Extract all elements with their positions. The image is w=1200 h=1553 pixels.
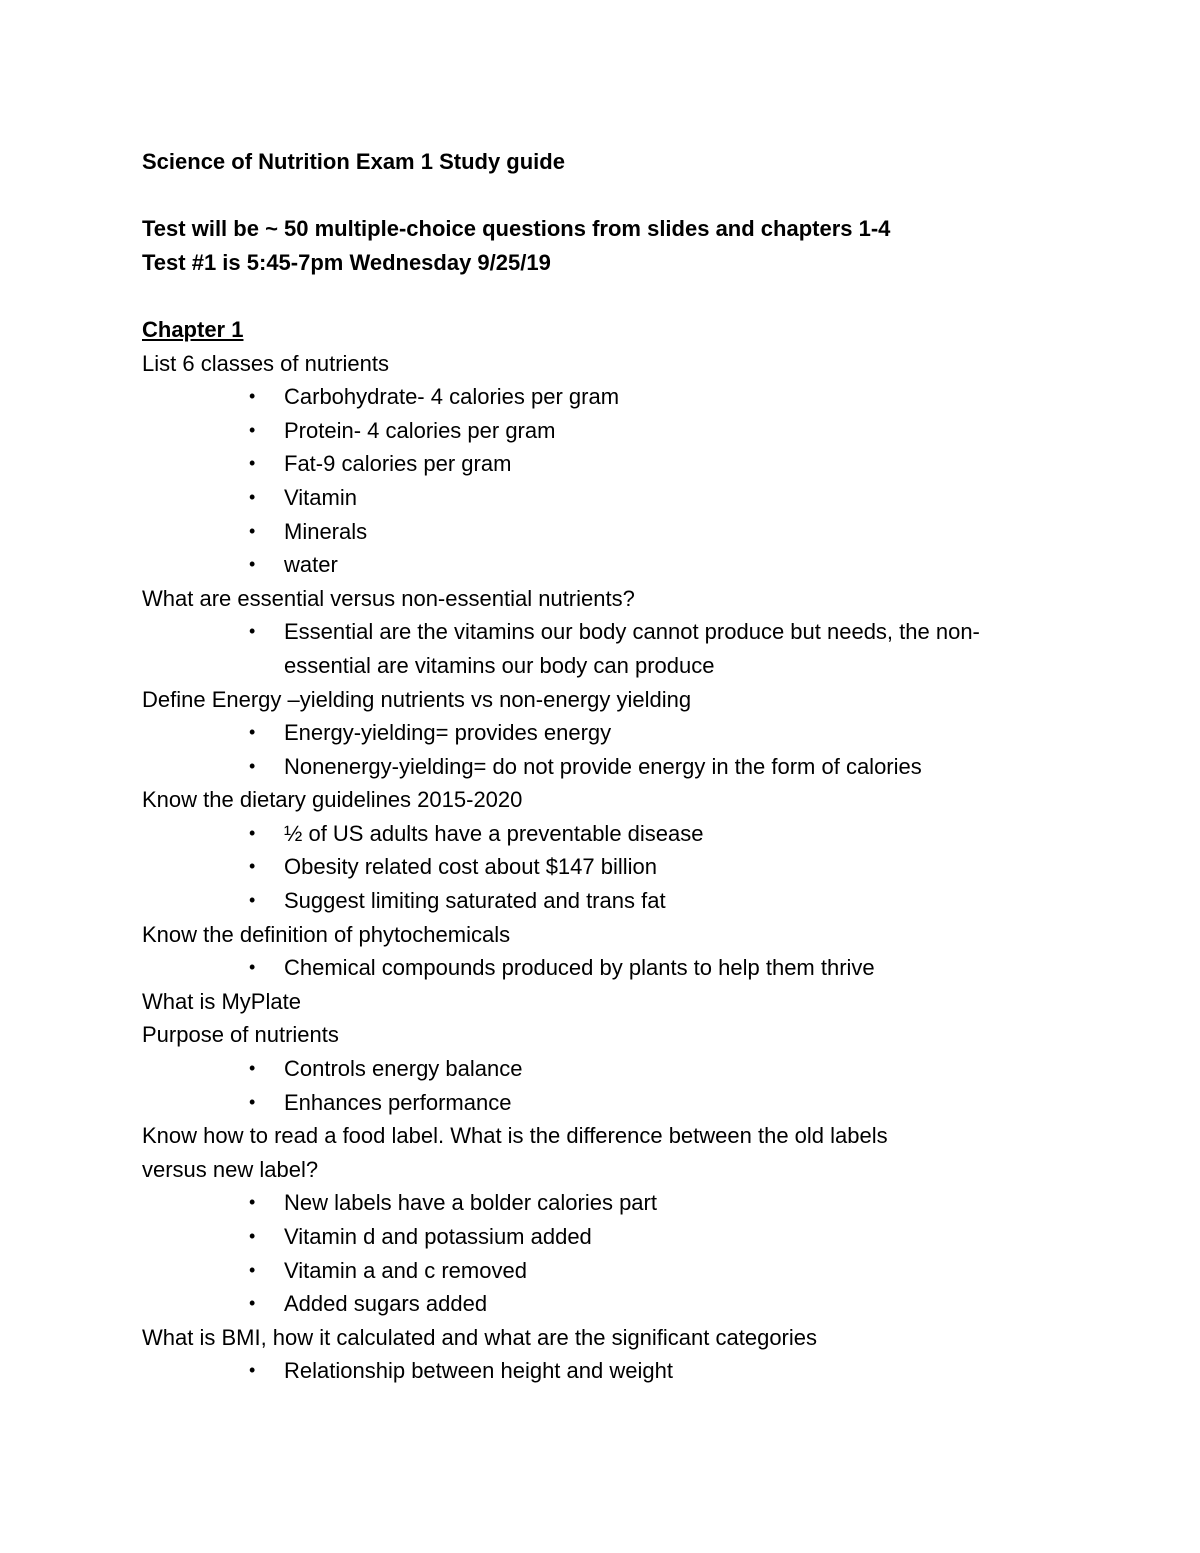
bullet-item (142, 716, 1080, 750)
bullet-icon: • (249, 419, 256, 440)
bullet-list (142, 1354, 1080, 1388)
bullet-icon: • (249, 957, 256, 978)
bullet-list (142, 1186, 1080, 1320)
bullet-icon: • (249, 1226, 256, 1246)
bullet-icon: • (249, 890, 256, 911)
bullet-icon: • (249, 554, 256, 575)
bullet-icon: • (249, 755, 256, 776)
bullet-text: Obesity related cost about $147 billion (284, 854, 658, 880)
bullet-item (142, 750, 1080, 784)
bullet-text: Fat-9 calories per gram (284, 451, 512, 477)
section-prompt: Know the dietary guidelines 2015-2020 (142, 787, 523, 813)
bullet-list (142, 615, 1080, 682)
bullet-item (142, 1354, 1080, 1388)
bullet-item (142, 1186, 1080, 1220)
bullet-item (142, 615, 1080, 682)
bullet-list (142, 951, 1080, 985)
section-prompt: Purpose of nutrients (142, 1022, 339, 1048)
bullet-text: water (284, 552, 338, 578)
test-info-line: Test will be ~ 50 multiple-choice questions from slides and chapters 1-4 (142, 216, 891, 242)
section-prompt: What is BMI, how it calculated and what are the significant categories (142, 1324, 818, 1350)
bullet-item (142, 951, 1080, 985)
bullet-icon: • (249, 722, 256, 743)
chapter-sections (142, 347, 1080, 1388)
bullet-icon: • (249, 822, 256, 843)
bullet-text: Minerals (284, 518, 368, 544)
bullet-icon: • (249, 1058, 256, 1079)
bullet-text: Enhances performance (284, 1089, 512, 1115)
bullet-text: Controls energy balance (284, 1056, 523, 1082)
bullet-icon: • (249, 1293, 256, 1314)
bullet-item (142, 447, 1080, 481)
bullet-item (142, 884, 1080, 918)
bullet-text: Nonenergy-yielding= do not provide energy in the form of calories (284, 753, 922, 779)
test-info-line: Test #1 is 5:45-7pm Wednesday 9/25/19 (142, 249, 551, 275)
bullet-item (142, 850, 1080, 884)
bullet-icon: • (249, 856, 256, 877)
bullet-item (142, 481, 1080, 515)
bullet-list (142, 716, 1080, 783)
bullet-text: Chemical compounds produced by plants to help them thrive (284, 955, 875, 981)
bullet-text: Relationship between height and weight (284, 1358, 673, 1384)
bullet-icon: • (249, 486, 256, 507)
bullet-icon: • (249, 453, 256, 474)
section-prompt: versus new label? (142, 1156, 319, 1182)
bullet-list (142, 380, 1080, 582)
spacer (142, 279, 1080, 313)
bullet-item (142, 1254, 1080, 1288)
section-prompt: What are essential versus non-essential nutrients? (142, 585, 635, 611)
bullet-icon: • (249, 1259, 256, 1280)
bullet-item (142, 414, 1080, 448)
bullet-icon: • (249, 520, 256, 541)
bullet-text: Protein- 4 calories per gram (284, 417, 556, 443)
bullet-text: Essential are the vitamins our body cannot produce but needs, the non-essential are vitamins our body can produce (284, 619, 980, 678)
bullet-list (142, 817, 1080, 918)
bullet-item (142, 515, 1080, 549)
bullet-list (142, 1052, 1080, 1119)
bullet-text: Vitamin (284, 484, 357, 510)
bullet-text: Suggest limiting saturated and trans fat (284, 888, 666, 914)
bullet-item (142, 380, 1080, 414)
bullet-item (142, 1086, 1080, 1120)
section-prompt: Define Energy –yielding nutrients vs non-energy yielding (142, 686, 692, 712)
spacer (142, 179, 1080, 213)
document-title: Science of Nutrition Exam 1 Study guide (142, 149, 565, 174)
bullet-text: Carbohydrate- 4 calories per gram (284, 384, 620, 410)
bullet-icon: • (249, 386, 256, 407)
section-prompt: Know the definition of phytochemicals (142, 921, 511, 947)
bullet-icon: • (249, 1360, 256, 1381)
section-prompt: What is MyPlate (142, 988, 301, 1014)
section-prompt: List 6 classes of nutrients (142, 350, 390, 376)
bullet-item (142, 1287, 1080, 1321)
bullet-icon: • (249, 1192, 256, 1213)
bullet-text: New labels have a bolder calories part (284, 1190, 657, 1216)
bullet-text: Vitamin d and potassium added (284, 1224, 592, 1249)
bullet-text: ½ of US adults have a preventable disease (284, 820, 704, 846)
bullet-text: Energy-yielding= provides energy (284, 720, 612, 746)
bullet-text: Added sugars added (284, 1291, 488, 1317)
bullet-icon: • (249, 1091, 256, 1112)
bullet-text: Vitamin a and c removed (284, 1257, 527, 1283)
bullet-item (142, 548, 1080, 582)
bullet-item (142, 1052, 1080, 1086)
bullet-item (142, 817, 1080, 851)
bullet-item (142, 1220, 1080, 1254)
chapter-heading: Chapter 1 (142, 316, 244, 342)
section-prompt: Know how to read a food label. What is the difference between the old labels (142, 1123, 888, 1149)
bullet-icon: • (249, 621, 256, 642)
